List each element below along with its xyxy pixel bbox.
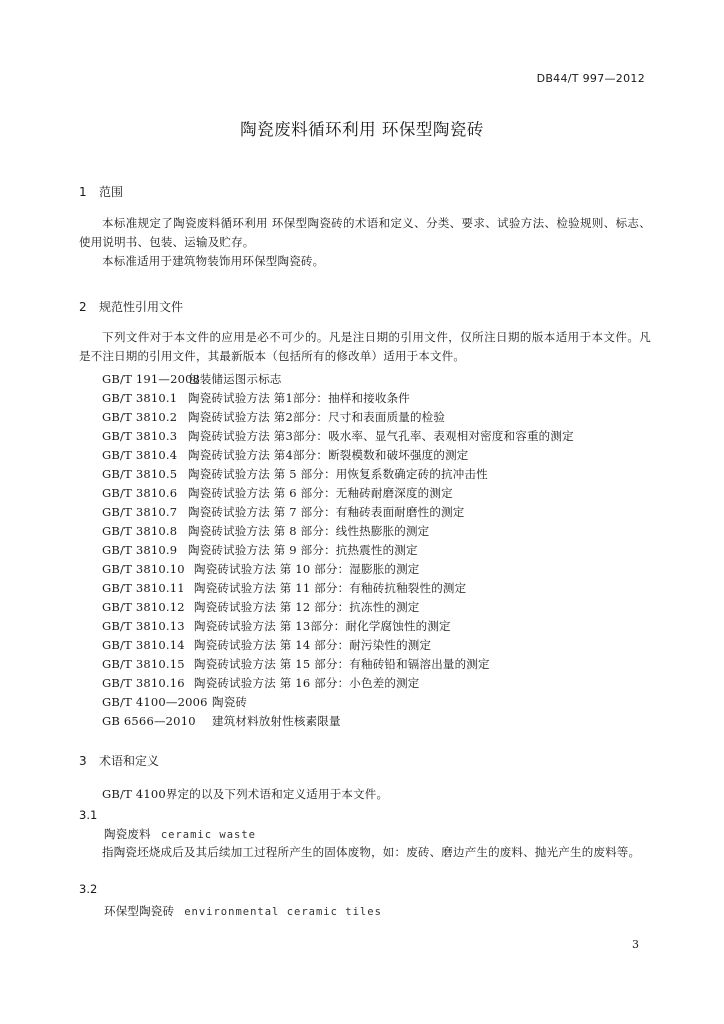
reference-title: 陶瓷砖试验方法 第 11 部分：有釉砖抗釉裂性的测定: [194, 581, 467, 595]
reference-item: [102, 541, 574, 560]
term-entry: [104, 903, 382, 919]
reference-item: [102, 655, 574, 674]
reference-title: 陶瓷砖: [212, 695, 248, 709]
standard-code: DB44/T 997—2012: [536, 72, 645, 85]
reference-item: [102, 598, 574, 617]
reference-title: 陶瓷砖试验方法 第 7 部分：有釉砖表面耐磨性的测定: [188, 505, 465, 519]
reference-code: GB/T 3810.6: [102, 486, 178, 500]
term-definition: 指陶瓷坯烧成后及其后续加工过程所产生的固体废物，如：废砖、磨边产生的废料、抛光产生的废料等。: [102, 845, 641, 859]
reference-title: 陶瓷砖试验方法 第 13部分：耐化学腐蚀性的测定: [194, 619, 451, 633]
term-chinese: 陶瓷废料: [104, 827, 151, 841]
reference-code: GB/T 3810.10: [102, 562, 185, 576]
reference-code: GB/T 3810.16: [102, 676, 185, 690]
reference-item: [102, 484, 574, 503]
reference-item: [102, 693, 574, 712]
reference-item: [102, 712, 574, 731]
reference-title: 陶瓷砖试验方法 第 8 部分：线性热膨胀的测定: [188, 524, 430, 538]
reference-title: 陶瓷砖试验方法 第 9 部分：抗热震性的测定: [188, 543, 418, 557]
reference-title: 陶瓷砖试验方法 第3部分：吸水率、显气孔率、表观相对密度和容重的测定: [188, 429, 574, 443]
reference-code: GB/T 3810.7: [102, 505, 178, 519]
document-title: 陶瓷废料循环利用 环保型陶瓷砖: [240, 120, 484, 139]
reference-item: [102, 427, 574, 446]
reference-title: 陶瓷砖试验方法 第 15 部分：有釉砖铅和镉溶出量的测定: [194, 657, 490, 671]
scope-paragraph-1: 本标准规定了陶瓷废料循环利用 环保型陶瓷砖的术语和定义、分类、要求、试验方法、检验规则、标志、使用说明书、包装、运输及贮存。: [79, 216, 651, 249]
reference-code: GB/T 3810.9: [102, 543, 178, 557]
term-english: environmental ceramic tiles: [184, 906, 382, 918]
reference-title: 陶瓷砖试验方法 第2部分：尺寸和表面质量的检验: [188, 410, 446, 424]
reference-code: GB/T 4100—2006: [102, 695, 208, 709]
reference-item: [102, 389, 574, 408]
section-heading-normative-references: [79, 298, 183, 315]
reference-code: GB 6566—2010: [102, 714, 196, 728]
reference-code: GB/T 3810.8: [102, 524, 178, 538]
section-number: 3: [79, 754, 87, 768]
reference-item: [102, 503, 574, 522]
reference-item: [102, 408, 574, 427]
clause-number: 3.2: [79, 882, 98, 896]
reference-title: 建筑材料放射性核素限量: [212, 714, 341, 728]
normative-references-list: [102, 370, 574, 731]
reference-code: GB/T 191—2008: [102, 372, 201, 386]
term-entry: [104, 826, 256, 842]
reference-code: GB/T 3810.4: [102, 448, 178, 462]
reference-item: [102, 446, 574, 465]
page-number: 3: [632, 938, 639, 951]
reference-title: 陶瓷砖试验方法 第1部分：抽样和接收条件: [188, 391, 410, 405]
reference-code: GB/T 3810.1: [102, 391, 178, 405]
reference-title: 陶瓷砖试验方法 第4部分：断裂模数和破坏强度的测定: [188, 448, 469, 462]
reference-item: [102, 636, 574, 655]
reference-item: [102, 560, 574, 579]
reference-code: GB/T 3810.2: [102, 410, 178, 424]
clause-number: 3.1: [79, 808, 98, 822]
reference-code: GB/T 3810.11: [102, 581, 185, 595]
reference-title: 陶瓷砖试验方法 第 14 部分：耐污染性的测定: [194, 638, 432, 652]
scope-paragraph-2: 本标准适用于建筑物装饰用环保型陶瓷砖。: [102, 254, 325, 268]
section-heading-scope: [79, 183, 123, 200]
section-heading-terms: [79, 752, 159, 769]
reference-item: [102, 617, 574, 636]
section-title: 范围: [99, 185, 124, 199]
section-title: 规范性引用文件: [99, 300, 184, 314]
reference-code: GB/T 3810.5: [102, 467, 178, 481]
reference-title: 包装储运图示标志: [188, 372, 282, 386]
reference-code: GB/T 3810.13: [102, 619, 185, 633]
reference-title: 陶瓷砖试验方法 第 5 部分：用恢复系数确定砖的抗冲击性: [188, 467, 488, 481]
reference-item: [102, 465, 574, 484]
section-title: 术语和定义: [99, 754, 160, 768]
reference-item: [102, 579, 574, 598]
reference-code: GB/T 3810.3: [102, 429, 178, 443]
reference-code: GB/T 3810.14: [102, 638, 185, 652]
reference-title: 陶瓷砖试验方法 第 16 部分：小色差的测定: [194, 676, 420, 690]
reference-item: [102, 370, 574, 389]
terms-intro: GB/T 4100界定的以及下列术语和定义适用于本文件。: [102, 787, 389, 801]
section-number: 1: [79, 185, 87, 199]
reference-title: 陶瓷砖试验方法 第 12 部分：抗冻性的测定: [194, 600, 420, 614]
reference-title: 陶瓷砖试验方法 第 6 部分：无釉砖耐磨深度的测定: [188, 486, 453, 500]
reference-item: [102, 674, 574, 693]
reference-code: GB/T 3810.12: [102, 600, 185, 614]
reference-code: GB/T 3810.15: [102, 657, 185, 671]
term-chinese: 环保型陶瓷砖: [104, 904, 175, 918]
reference-item: [102, 522, 574, 541]
term-english: ceramic waste: [160, 829, 256, 841]
normative-references-intro: 下列文件对于本文件的应用是必不可少的。凡是注日期的引用文件，仅所注日期的版本适用于本文件。凡是不注日期的引用文件，其最新版本（包括所有的修改单）适用于本文件。: [79, 330, 651, 363]
reference-title: 陶瓷砖试验方法 第 10 部分：湿膨胀的测定: [194, 562, 420, 576]
section-number: 2: [79, 300, 87, 314]
